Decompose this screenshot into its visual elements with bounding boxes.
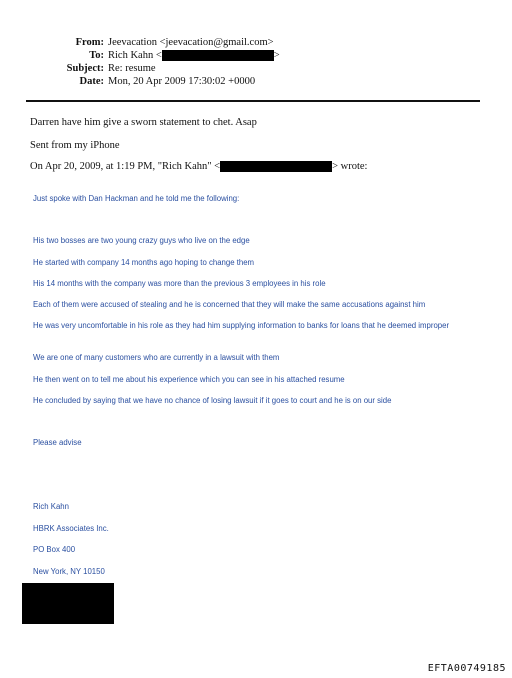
redaction-block xyxy=(22,583,114,624)
reply-signature: Sent from my iPhone xyxy=(30,140,120,151)
quoted-point: He concluded by saying that we have no chance of losing lawsuit if it goes to court and he is on our side xyxy=(33,396,392,405)
header-from-row xyxy=(0,36,512,49)
bates-number: EFTA00749185 xyxy=(427,663,506,674)
reply-line: Darren have him give a sworn statement to chet. Asap xyxy=(30,117,257,128)
quote-suffix: > wrote: xyxy=(332,161,368,172)
date-value: Mon, 20 Apr 2009 17:30:02 +0000 xyxy=(108,76,256,87)
quoted-point: He started with company 14 months ago hoping to change them xyxy=(33,258,255,267)
signature-city: New York, NY 10150 xyxy=(33,567,105,576)
date-label: Date: xyxy=(79,76,104,87)
redaction-block xyxy=(162,50,274,61)
to-value-suffix: > xyxy=(273,50,280,61)
quoted-point: He then went on to tell me about his experience which you can see in his attached resume xyxy=(33,375,345,384)
to-value xyxy=(108,49,280,62)
signature-pobox: PO Box 400 xyxy=(33,545,76,554)
quoted-intro: Just spoke with Dan Hackman and he told me the following: xyxy=(33,194,240,203)
quoted-point: His two bosses are two young crazy guys who live on the edge xyxy=(33,236,250,245)
header-to-row xyxy=(0,49,512,62)
quoted-closing: Please advise xyxy=(33,438,82,447)
header-date-row xyxy=(0,75,512,88)
from-label: From: xyxy=(75,37,104,48)
quoted-point: Each of them were accused of stealing and he is concerned that they will make the same accusations against him xyxy=(33,300,426,309)
signature-name: Rich Kahn xyxy=(33,502,69,511)
quoted-point: He was very uncomfortable in his role as they had him supplying information to banks for loans that he deemed improper xyxy=(33,321,450,330)
to-value-prefix: Rich Kahn < xyxy=(108,50,162,61)
quoted-point: His 14 months with the company was more than the previous 3 employees in his role xyxy=(33,279,326,288)
quote-prefix: On Apr 20, 2009, at 1:19 PM, "Rich Kahn" < xyxy=(30,161,221,172)
header-subject-row xyxy=(0,62,512,75)
quoted-point: We are one of many customers who are currently in a lawsuit with them xyxy=(33,353,280,362)
quote-attribution xyxy=(30,160,367,173)
from-value: Jeevacation <jeevacation@gmail.com> xyxy=(108,37,274,48)
redaction-block xyxy=(220,161,332,172)
header-divider xyxy=(26,100,480,102)
signature-company: HBRK Associates Inc. xyxy=(33,524,109,533)
subject-value: Re: resume xyxy=(108,63,156,74)
subject-label: Subject: xyxy=(66,63,104,74)
to-label: To: xyxy=(89,50,104,61)
